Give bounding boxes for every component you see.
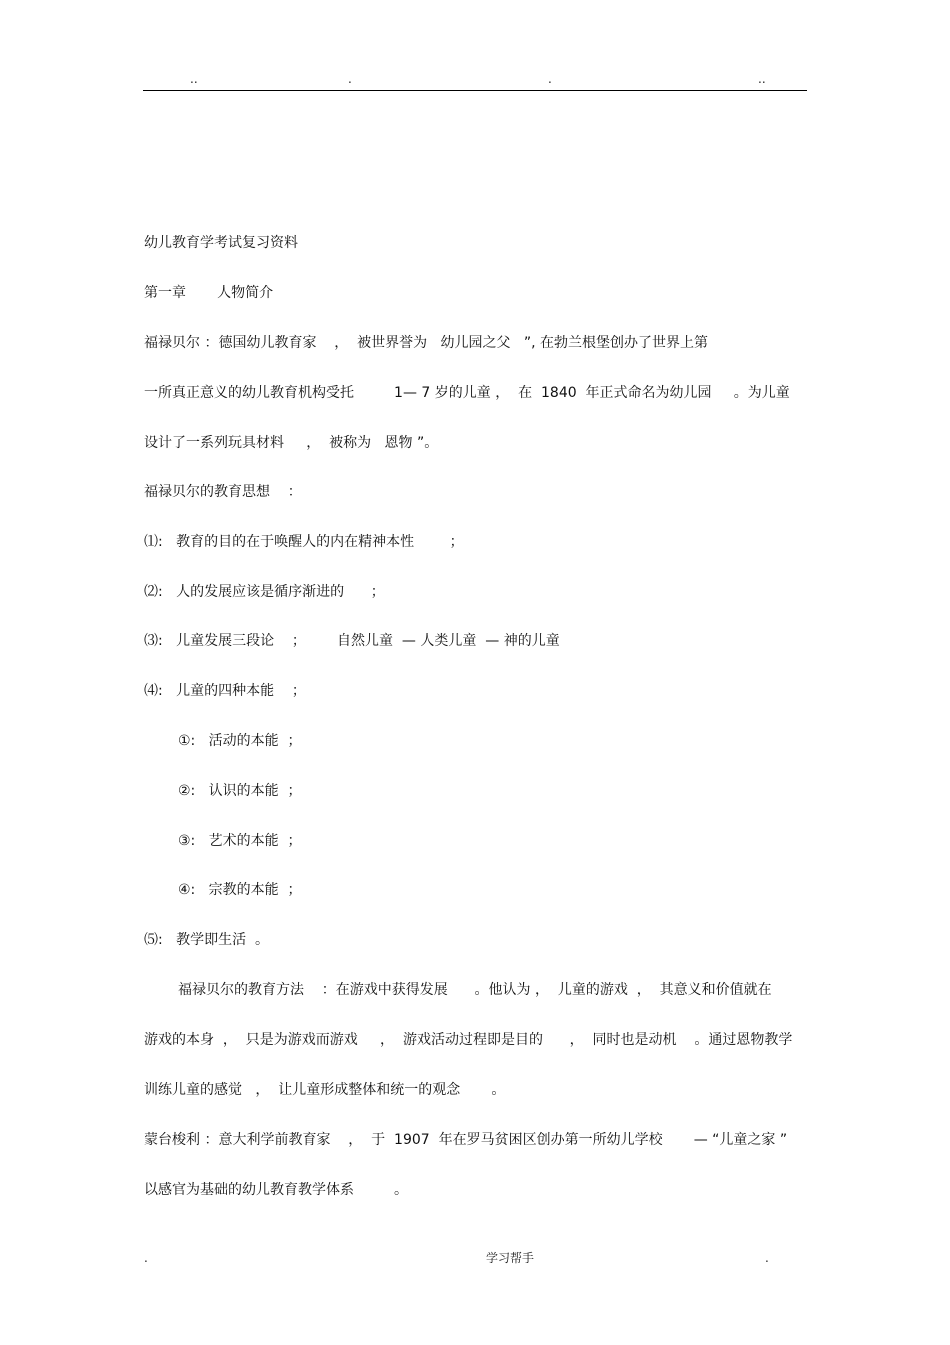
list-item: ⑴: 教育的目的在于唤醒人的内在精神本性 ； — [144, 534, 464, 550]
list-item: ⑸: 教学即生活 。 — [144, 932, 269, 948]
chapter-heading: 第一章 人物简介 — [144, 285, 274, 301]
header-mark-3: . — [548, 72, 552, 86]
paragraph-line: 训练儿童的感觉 ， 让儿童形成整体和统一的观念 。 — [144, 1082, 506, 1098]
list-item: ⑷: 儿童的四种本能 ； — [144, 683, 306, 699]
footer-right-mark: . — [765, 1251, 769, 1265]
header-mark-4: .. — [758, 72, 766, 86]
sub-list-item: ③: 艺术的本能 ； — [178, 833, 302, 849]
paragraph-line: 一所真正意义的幼儿教育机构受托 1— 7 岁的儿童 ， 在 1840 年正式命名为幼儿园 。为儿童 — [144, 385, 790, 401]
header-mark-1: .. — [190, 72, 198, 86]
footer-center-text: 学习帮手 — [486, 1251, 535, 1265]
header-mark-2: . — [348, 72, 352, 86]
paragraph-line: 福禄贝尔 ：德国幼儿教育家 ， 被世界誉为 幼儿园之父 ”, 在勃兰根堡创办了世界上第 — [144, 335, 709, 351]
list-item: ⑶: 儿童发展三段论 ； 自然儿童 — 人类儿童 — 神的儿童 — [144, 633, 560, 649]
paragraph-line: 设计了一系列玩具材料 ， 被称为 恩物 ”。 — [144, 435, 439, 451]
list-item: ⑵: 人的发展应该是循序渐进的 ； — [144, 584, 385, 600]
paragraph-line: 游戏的本身 ， 只是为游戏而游戏 ， 游戏活动过程即是目的 ， 同时也是动机 。通过恩物教学 — [144, 1032, 793, 1048]
section-heading: 福禄贝尔的教育思想 ： — [144, 484, 302, 500]
header-rule — [143, 90, 807, 91]
sub-list-item: ①: 活动的本能 ； — [178, 733, 302, 749]
sub-list-item: ④: 宗教的本能 ； — [178, 882, 302, 898]
footer-left-mark: . — [144, 1251, 148, 1265]
paragraph-line: 以感官为基础的幼儿教育教学体系 。 — [144, 1182, 409, 1198]
paragraph-line: 蒙台梭利 ：意大利学前教育家 ， 于 1907 年在罗马贫困区创办第一所幼儿学校 — “儿童之家 ” — [144, 1132, 788, 1148]
document-title: 幼儿教育学考试复习资料 — [144, 235, 298, 251]
paragraph-line: 福禄贝尔的教育方法 ：在游戏中获得发展 。他认为 ， 儿童的游戏 ， 其意义和价值就在 — [178, 982, 772, 998]
sub-list-item: ②: 认识的本能 ； — [178, 783, 302, 799]
